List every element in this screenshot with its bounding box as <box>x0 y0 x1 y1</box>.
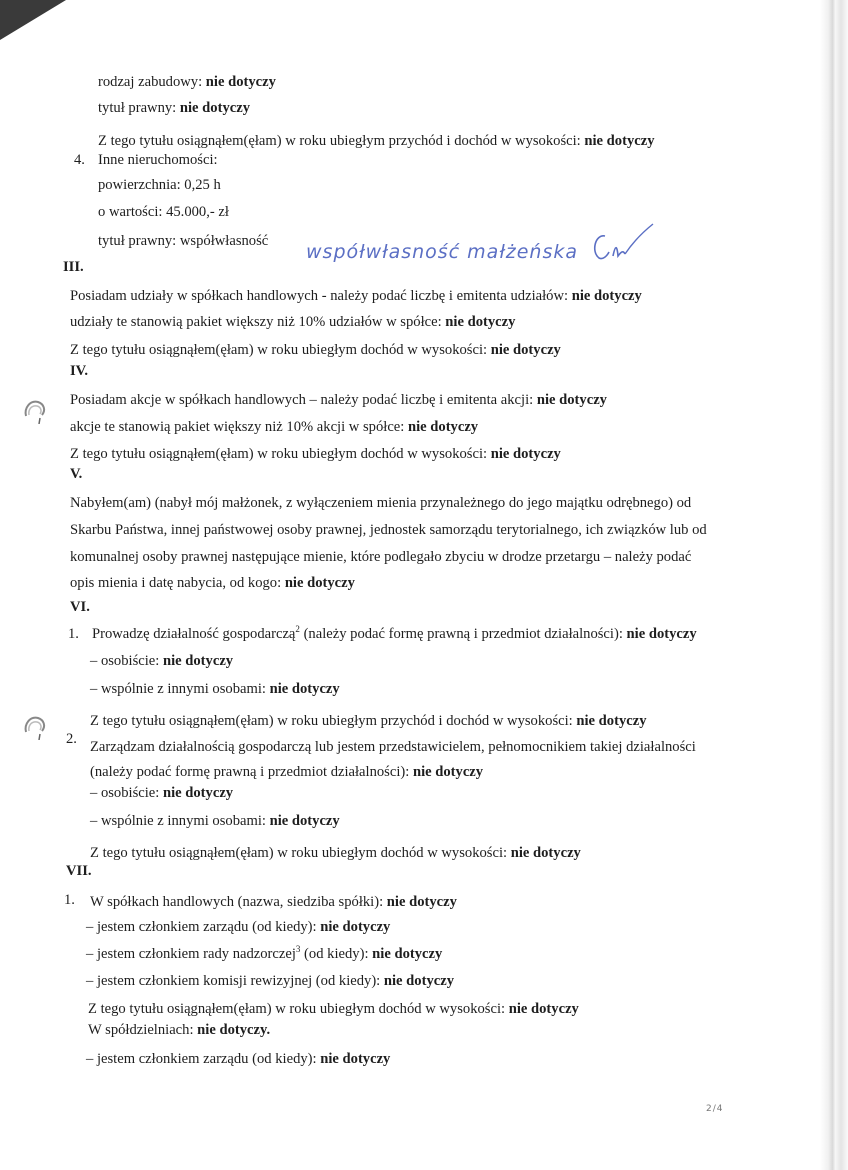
handwritten-annotation <box>306 222 655 270</box>
shares-income-line <box>70 341 561 359</box>
other-property-title: Inne nieruchomości: <box>98 152 218 168</box>
stocks-packet-text: akcje te stanowią pakiet większy niż 10% akcji w spółce: <box>70 419 408 435</box>
business-activity-note: (należy podać formę prawną i przedmiot działalności): <box>299 626 627 642</box>
handwritten-note: współwłasność małżeńska <box>306 241 579 263</box>
management-personal-text: – osobiście: <box>90 785 163 801</box>
building-type-label: rodzaj zabudowy: <box>98 74 206 90</box>
signature-icon <box>585 222 655 270</box>
acquisition-line-2: Skarbu Państwa, innej państwowej osoby prawnej, jednostek samorządu terytorialnego, ich związków lub od <box>70 522 707 538</box>
shares-packet-text: udziały te stanowią pakiet większy niż 10% udziałów w spółce: <box>70 314 446 330</box>
item-number: 2. <box>66 731 77 747</box>
management-text: (należy podać formę prawną i przedmiot działalności): <box>90 764 413 780</box>
stocks-text: Posiadam akcje w spółkach handlowych – należy podać liczbę i emitenta akcji: <box>70 392 537 408</box>
business-activity-line <box>92 625 697 643</box>
management-line-1: Zarządzam działalnością gospodarczą lub jestem przedstawicielem, pełnomocnikiem takiej działalności <box>90 739 696 755</box>
business-joint-text: – wspólnie z innymi osobami: <box>90 681 270 697</box>
management-joint-value: nie dotyczy <box>269 813 340 829</box>
property-income-line <box>98 132 655 150</box>
companies-income-value: nie dotyczy <box>508 1001 579 1017</box>
supervisory-board-text: – jestem członkiem rady nadzorczej <box>86 946 296 962</box>
business-activity-value: nie dotyczy <box>626 626 697 642</box>
shares-line <box>70 287 642 305</box>
cooperatives-value: nie dotyczy. <box>197 1022 271 1038</box>
legal-title-line <box>98 99 250 117</box>
cooperatives-text: W spółdzielniach: <box>88 1022 198 1038</box>
acquisition-text: opis mienia i datę nabycia, od kogo: <box>70 575 285 591</box>
management-income-line <box>90 844 581 862</box>
item-number: 1. <box>68 626 79 642</box>
audit-committee-line <box>86 972 454 990</box>
supervisory-board-since: (od kiedy): <box>300 946 373 962</box>
business-income-text: Z tego tytułu osiągnąłem(ęłam) w roku ubiegłym przychód i dochód w wysokości: <box>90 713 577 729</box>
board-member-value: nie dotyczy <box>320 919 391 935</box>
stocks-income-value: nie dotyczy <box>490 446 561 462</box>
section-heading-vii: VII. <box>66 863 92 879</box>
companies-line <box>90 893 457 911</box>
other-property-area: powierzchnia: 0,25 h <box>98 177 221 193</box>
management-personal-line <box>90 784 233 802</box>
stocks-income-text: Z tego tytułu osiągnąłem(ęłam) w roku ubiegłym dochód w wysokości: <box>70 446 491 462</box>
audit-committee-value: nie dotyczy <box>383 973 455 989</box>
coop-board-value: nie dotyczy <box>320 1051 391 1067</box>
legal-title-value: nie dotyczy <box>179 100 251 116</box>
business-activity-text: Prowadzę działalność gospodarczą <box>92 626 296 642</box>
legal-title-label: tytuł prawny: <box>98 100 180 116</box>
business-joint-value: nie dotyczy <box>269 681 340 697</box>
cooperatives-line <box>88 1021 270 1039</box>
companies-value: nie dotyczy <box>386 894 457 910</box>
companies-text: W spółkach handlowych (nazwa, siedziba spółki): <box>90 894 387 910</box>
stocks-line <box>70 391 607 409</box>
management-income-value: nie dotyczy <box>510 845 581 861</box>
stocks-value: nie dotyczy <box>536 392 607 408</box>
business-personal-line <box>90 652 233 670</box>
item-number: 4. <box>74 152 85 168</box>
scan-page-edge <box>820 0 848 1170</box>
page-number: 2/4 <box>706 1104 724 1114</box>
business-income-value: nie dotyczy <box>576 713 647 729</box>
stocks-packet-value: nie dotyczy <box>407 419 479 435</box>
footnote-ref: 3 <box>295 944 301 955</box>
property-income-value: nie dotyczy <box>584 133 655 149</box>
business-personal-text: – osobiście: <box>90 653 163 669</box>
other-property-legal-title: tytuł prawny: współwłasność <box>98 233 269 249</box>
other-property-value: o wartości: 45.000,- zł <box>98 204 229 220</box>
shares-packet-value: nie dotyczy <box>445 314 516 330</box>
management-personal-value: nie dotyczy <box>162 785 234 801</box>
section-heading-vi: VI. <box>70 599 90 615</box>
shares-value: nie dotyczy <box>571 288 642 304</box>
section-heading-v: V. <box>70 466 83 482</box>
acquisition-line-4 <box>70 574 355 592</box>
building-type-value: nie dotyczy <box>205 74 276 90</box>
companies-income-text: Z tego tytułu osiągnąłem(ęłam) w roku ubiegłym dochód w wysokości: <box>88 1001 509 1017</box>
footnote-ref: 2 <box>295 624 300 635</box>
management-income-text: Z tego tytułu osiągnąłem(ęłam) w roku ubiegłym dochód w wysokości: <box>90 845 511 861</box>
management-value: nie dotyczy <box>412 764 484 780</box>
building-type-line <box>98 73 276 91</box>
property-income-label: Z tego tytułu osiągnąłem(ęłam) w roku ubiegłym przychód i dochód w wysokości: <box>98 133 585 149</box>
audit-committee-text: – jestem członkiem komisji rewizyjnej (od kiedy): <box>86 973 384 989</box>
shares-income-value: nie dotyczy <box>490 342 561 358</box>
section-heading-iii: III. <box>63 259 84 275</box>
acquisition-line-3: komunalnej osoby prawnej następujące mienie, które podlegało zbyciu w drodze przetargu – należy podać <box>70 549 692 565</box>
acquisition-line-1: Nabyłem(am) (nabył mój małżonek, z wyłączeniem mienia przynależnego do jego majątku odrębnego) od <box>70 495 692 511</box>
shares-packet-line <box>70 313 515 331</box>
board-member-line <box>86 918 390 936</box>
business-personal-value: nie dotyczy <box>162 653 234 669</box>
management-line-2 <box>90 763 483 781</box>
management-joint-text: – wspólnie z innymi osobami: <box>90 813 270 829</box>
item-number: 1. <box>64 892 75 908</box>
scan-corner-shadow <box>0 0 66 40</box>
acquisition-value: nie dotyczy <box>284 575 355 591</box>
punch-hole-icon <box>22 398 48 424</box>
companies-income-line <box>88 1000 579 1018</box>
section-heading-iv: IV. <box>70 363 88 379</box>
supervisory-board-line <box>86 945 442 963</box>
stocks-packet-line <box>70 418 478 436</box>
coop-board-line <box>86 1050 390 1068</box>
stocks-income-line <box>70 445 561 463</box>
board-member-text: – jestem członkiem zarządu (od kiedy): <box>86 919 321 935</box>
business-income-line <box>90 712 647 730</box>
shares-income-text: Z tego tytułu osiągnąłem(ęłam) w roku ubiegłym dochód w wysokości: <box>70 342 491 358</box>
business-joint-line <box>90 680 340 698</box>
coop-board-text: – jestem członkiem zarządu (od kiedy): <box>86 1051 321 1067</box>
supervisory-board-value: nie dotyczy <box>372 946 443 962</box>
management-joint-line <box>90 812 340 830</box>
shares-text: Posiadam udziały w spółkach handlowych - należy podać liczbę i emitenta udziałów: <box>70 288 572 304</box>
punch-hole-icon <box>22 714 48 740</box>
